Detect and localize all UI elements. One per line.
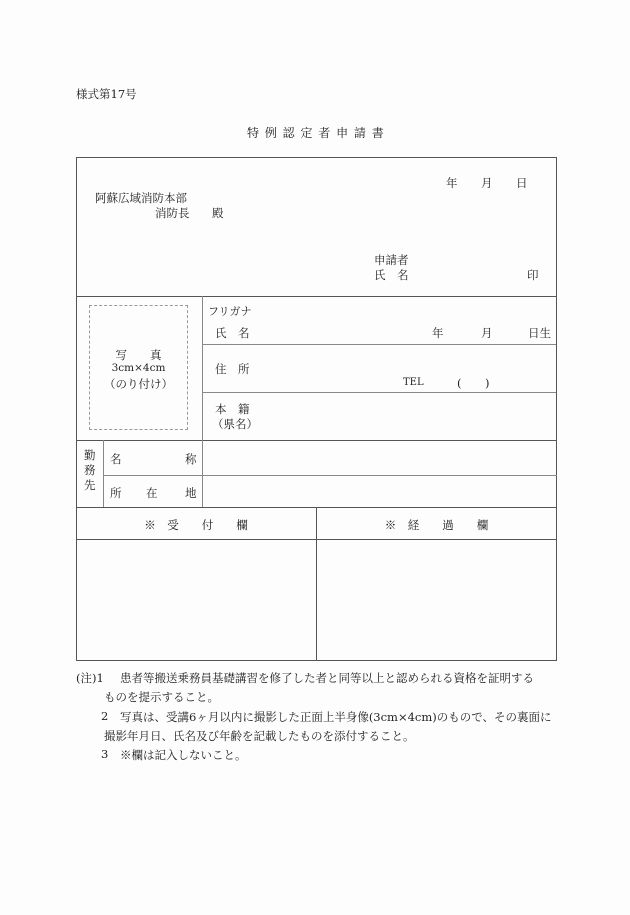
domicile-sub-label: （県名）	[212, 417, 258, 431]
workplace-location-label-a: 所	[110, 486, 122, 500]
notes-prefix: (注)1	[76, 671, 104, 685]
photo-note: （のり付け）	[104, 377, 173, 391]
workplace-name-label-b: 称	[185, 452, 197, 466]
birth-day: 日生	[528, 326, 551, 340]
divider	[202, 344, 556, 345]
date-day: 日	[516, 176, 528, 190]
tel-label: TEL	[403, 377, 424, 388]
date-month: 月	[481, 176, 493, 190]
workplace-name-label-a: 名	[110, 452, 122, 466]
divider	[202, 392, 556, 393]
form-number: 様式第17号	[76, 87, 137, 101]
divider	[103, 440, 104, 507]
birth-year: 年	[432, 326, 444, 340]
divider	[76, 440, 557, 441]
name-input[interactable]	[260, 320, 420, 340]
reception-label: ※ 受 付 欄	[144, 518, 248, 532]
addressee-title: 消防長	[155, 206, 190, 220]
seal-mark: 印	[527, 268, 539, 282]
note-2-line-1: 写真は、受講6ヶ月以内に撮影した正面上半身像(3cm×4cm)のもので、その裏面に	[120, 710, 552, 724]
birth-month: 月	[481, 326, 493, 340]
note-3-line-1: ※欄は記入しないこと。	[120, 748, 247, 762]
table-border-bottom	[76, 660, 557, 661]
photo-label: 写 真	[115, 348, 162, 362]
applicant-label: 申請者	[374, 253, 409, 267]
divider	[202, 296, 203, 507]
page-title: 特 例 認 定 者 申 請 書	[247, 126, 385, 140]
date-year: 年	[446, 176, 458, 190]
workplace-location-label-b: 在	[146, 486, 158, 500]
note-2-line-2: 撮影年月日、氏名及び年齢を記載したものを添付すること。	[104, 729, 415, 743]
name-label: 氏 名	[215, 326, 250, 340]
workplace-location-label-c: 地	[185, 486, 197, 500]
table-border-right	[556, 157, 557, 661]
divider	[76, 296, 557, 297]
note-2-number: 2	[101, 709, 109, 723]
workplace-group-label: 勤務先	[84, 448, 96, 492]
addressee-org: 阿蘇広域消防本部	[95, 191, 187, 205]
furigana-label: フリガナ	[208, 305, 252, 318]
divider	[103, 475, 557, 476]
domicile-label: 本 籍	[215, 402, 250, 416]
address-label: 住 所	[215, 362, 250, 376]
note-1-line-2: ものを提示すること。	[104, 690, 219, 704]
note-3-number: 3	[101, 747, 109, 761]
progress-label: ※ 経 過 欄	[384, 518, 489, 532]
table-border-top	[76, 157, 557, 158]
workplace-location-input[interactable]	[205, 478, 553, 505]
domicile-input[interactable]	[260, 398, 550, 434]
photo-size: 3cm×4cm	[111, 362, 166, 374]
tel-paren-close: )	[485, 376, 490, 390]
tel-paren-open: (	[457, 376, 462, 390]
table-border-left	[76, 157, 77, 661]
note-1-line-1: 患者等搬送乗務員基礎講習を修了した者と同等以上と認められる資格を証明する	[120, 671, 534, 685]
workplace-name-input[interactable]	[205, 443, 553, 473]
applicant-name-label: 氏 名	[374, 268, 409, 282]
address-input[interactable]	[260, 350, 550, 370]
honorific: 殿	[212, 206, 224, 220]
